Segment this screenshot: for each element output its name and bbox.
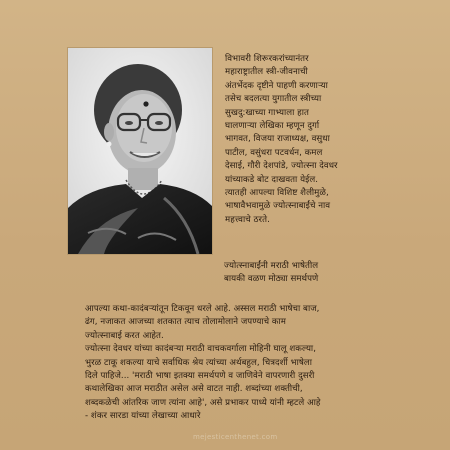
watermark-text: mejesticenthenet.com xyxy=(193,433,278,441)
text-line: अंतर्भेदक दृष्टीने पाहणी करणाऱ्या xyxy=(225,80,328,91)
text-line: देसाई, गौरी देशपांडे, ज्योत्स्ना देवधर xyxy=(225,161,338,172)
attribution: - शंकर सारडा यांच्या लेखाच्या आधारे xyxy=(85,411,201,422)
text-line: महत्त्वाचे ठरते. xyxy=(225,214,270,225)
text-line: ढंग, नजाकत आजच्या शतकात त्याच तोलामोलाने जपण्याचे काम xyxy=(85,317,286,328)
text-line: ज्योत्स्नाबाईंनी मराठी भाषेतील xyxy=(224,261,319,271)
text-line: महाराष्ट्रातील स्त्री-जीवनाची xyxy=(225,67,308,78)
text-line: पाटील, वसुंधरा पटवर्धन, कमल xyxy=(225,147,323,158)
text-line: भुरळ टाकू शकल्या याचे सर्वाधिक श्रेय त्यांच्या अर्थबहुल, चित्रदर्शी भाषेला xyxy=(85,357,312,368)
text-line: आपल्या कथा-कादंबऱ्यांतून टिकवून धरले आहे. अस्सल मराठी भाषेचा बाज, xyxy=(85,304,320,314)
text-line: बायकी वळण मोठ्या समर्थपणे xyxy=(224,274,319,285)
intro-paragraph xyxy=(225,53,338,227)
text-line: भाषावैभवामुळे ज्योत्स्नाबाईंचे नाव xyxy=(225,201,331,212)
text-line: त्यातही आपल्या विशिष्ट शैलीमुळे, xyxy=(225,188,329,199)
text-line: ज्योत्स्ना देवधर यांच्या कादंबऱ्या मराठी वाचकवर्गाला मोहिनी घालू शकल्या, xyxy=(85,344,316,355)
second-paragraph-start xyxy=(224,260,318,287)
body-paragraphs xyxy=(85,303,321,424)
text-line: तसेच बदलत्या युगातील स्त्रीच्या xyxy=(225,94,322,105)
text-line: भागवत, विजया राजाध्यक्ष, वसुधा xyxy=(225,134,330,145)
author-photo xyxy=(68,48,212,254)
text-line: ज्योत्स्नाबाई करत आहेत. xyxy=(85,330,164,341)
text-line: कथालेखिका आज मराठीत असेल असे वाटत नाही. शब्दांच्या शक्तीची, xyxy=(85,384,303,395)
text-line: दिले पाहिजे... 'मराठी भाषा इतक्या समर्थपणे व जाणिवेने वापरणारी दुसरी xyxy=(85,371,315,382)
text-line: घालणाऱ्या लेखिका म्हणून दुर्गा xyxy=(225,121,320,132)
text-line: सुखदु:खाच्या गाभ्याला हात xyxy=(225,107,309,118)
text-line: यांच्याकडे बोट दाखवता येईल. xyxy=(225,174,319,185)
text-line: विभावरी शिरूरकरांच्यानंतर xyxy=(225,54,309,64)
text-line: शब्दकळेची आंतरिक जाण त्यांना आहे', असे प्रभाकर पाध्ये यांनी म्हटले आहे xyxy=(85,397,321,408)
